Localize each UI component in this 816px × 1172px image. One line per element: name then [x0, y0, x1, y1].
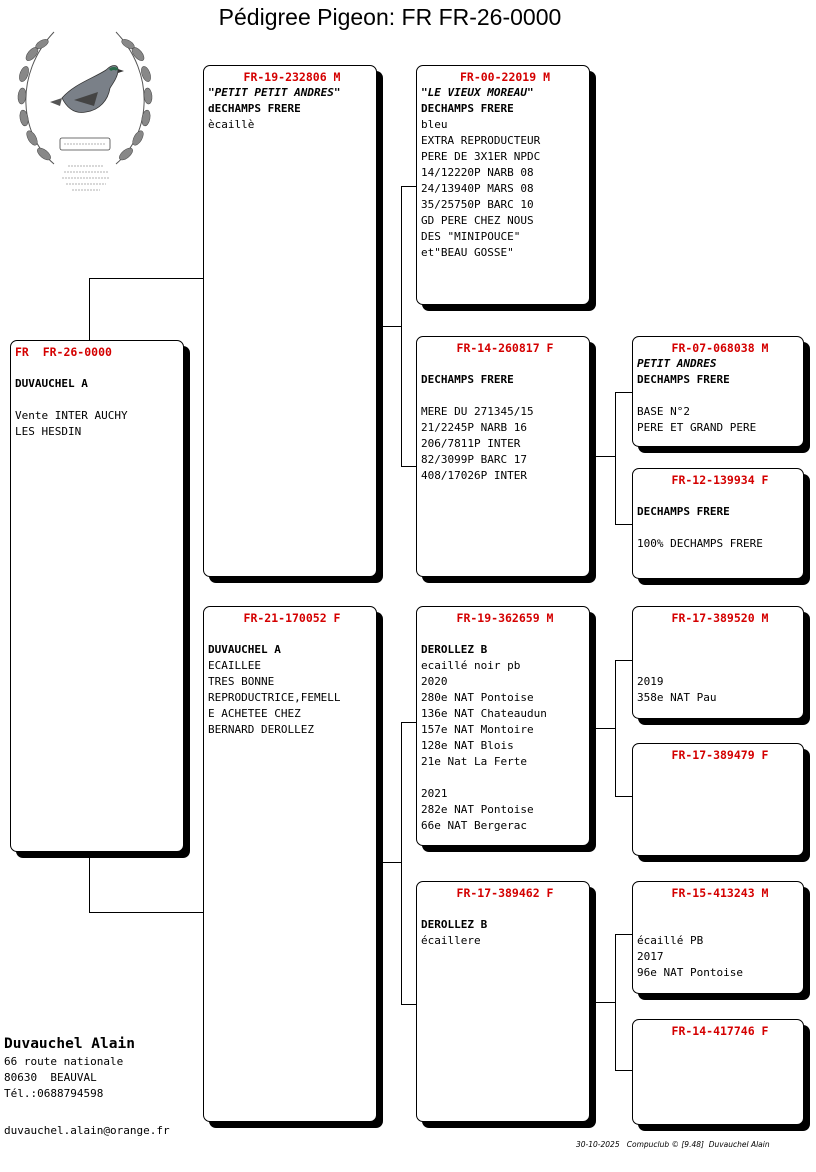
- connector-line: [615, 392, 633, 393]
- connector-line: [89, 852, 90, 912]
- connector-line: [89, 278, 204, 279]
- breeder-name: Duvauchel Alain: [4, 1036, 135, 1052]
- footer-credit: 30-10-2025 Compuclub © [9.48] Duvauchel Alain: [576, 1140, 770, 1149]
- note-line: 2020: [421, 675, 448, 688]
- note-line: 206/7811P INTER: [421, 437, 521, 450]
- breeder-info: [4, 1034, 204, 1102]
- connector-line: [401, 722, 417, 723]
- note-line: BASE N°2: [637, 405, 690, 418]
- note-line: 282e NAT Pontoise: [421, 803, 534, 816]
- breeder-phone: Tél.:0688794598: [4, 1087, 104, 1100]
- connector-line: [594, 728, 616, 729]
- ring-number: FR-17-389479 F: [671, 748, 769, 762]
- page-title: Pédigree Pigeon: FR FR-26-0000: [218, 4, 562, 30]
- ring-number: FR-17-389462 F: [456, 886, 554, 900]
- connector-line: [89, 278, 90, 340]
- note-line: 24/13940P MARS 08: [421, 182, 534, 195]
- pedigree-card-sire-sire: [416, 65, 590, 305]
- pedigree-card-dam-sire-dam: [632, 743, 804, 856]
- ring-number: FR-19-362659 M: [456, 611, 554, 625]
- note-line: écaillere: [421, 934, 481, 947]
- note-line: ECAILLEE: [208, 659, 261, 672]
- note-line: TRES BONNE: [208, 675, 275, 688]
- ring-number: FR-15-413243 M: [671, 886, 769, 900]
- ring-number: FR-14-260817 F: [456, 341, 554, 355]
- note-line: 408/17026P INTER: [421, 469, 527, 482]
- note-line: 66e NAT Bergerac: [421, 819, 527, 832]
- owner-name: DEROLLEZ B: [421, 643, 488, 656]
- note-line: 35/25750P BARC 10: [421, 198, 534, 211]
- owner-name: DECHAMPS FRERE: [637, 373, 730, 386]
- pedigree-card-dam-dam-sire: [632, 881, 804, 994]
- note-line: REPRODUCTRICE,FEMELL: [208, 691, 341, 704]
- owner-name: DUVAUCHEL A: [208, 643, 281, 656]
- pedigree-card-sire-dam: [416, 336, 590, 577]
- note-line: 2019: [637, 675, 664, 688]
- ring-number: FR-14-417746 F: [671, 1024, 769, 1038]
- note-line: 157e NAT Montoire: [421, 723, 534, 736]
- owner-name: DUVAUCHEL A: [15, 377, 88, 390]
- connector-line: [615, 660, 633, 661]
- pigeon-name: "LE VIEUX MOREAU": [421, 86, 534, 99]
- ring-number: FR-12-139934 F: [671, 473, 769, 487]
- ring-number: FR-21-170052 F: [243, 611, 341, 625]
- note-line: 2017: [637, 950, 664, 963]
- note-line: 96e NAT Pontoise: [637, 966, 743, 979]
- note-line: LES HESDIN: [15, 425, 82, 438]
- note-line: 100% DECHAMPS FRERE: [637, 537, 763, 550]
- connector-line: [380, 862, 402, 863]
- owner-name: DECHAMPS FRERE: [421, 373, 514, 386]
- note-line: Vente INTER AUCHY: [15, 409, 128, 422]
- pedigree-card-dam-dam-dam: [632, 1019, 804, 1125]
- pigeon-name: PETIT ANDRES: [637, 357, 717, 370]
- pedigree-card-sire-dam-dam: [632, 468, 804, 579]
- connector-line: [401, 186, 417, 187]
- breeder-email: duvauchel.alain@orange.fr: [4, 1124, 170, 1137]
- pigeon-wreath-logo: [14, 14, 156, 204]
- note-line: MERE DU 271345/15: [421, 405, 534, 418]
- connector-line: [380, 326, 402, 327]
- connector-line: [594, 456, 616, 457]
- note-line: 128e NAT Blois: [421, 739, 514, 752]
- note-line: BERNARD DEROLLEZ: [208, 723, 314, 736]
- note-line: et"BEAU GOSSE": [421, 246, 514, 259]
- note-line: EXTRA REPRODUCTEUR: [421, 134, 541, 147]
- connector-line: [401, 466, 417, 467]
- owner-name: DECHAMPS FRERE: [637, 505, 730, 518]
- note-line: 280e NAT Pontoise: [421, 691, 534, 704]
- pedigree-card-dam-sire-sire: [632, 606, 804, 719]
- connector-line: [615, 796, 633, 797]
- owner-name: DECHAMPS FRERE: [421, 102, 514, 115]
- owner-name: dECHAMPS FRERE: [208, 102, 301, 115]
- note-line: 136e NAT Chateaudun: [421, 707, 547, 720]
- note-line: écaillé PB: [637, 934, 704, 947]
- pigeon-name: "PETIT PETIT ANDRES": [208, 86, 341, 99]
- note-line: 2021: [421, 787, 448, 800]
- owner-name: DEROLLEZ B: [421, 918, 488, 931]
- note-line: 358e NAT Pau: [637, 691, 717, 704]
- connector-line: [615, 934, 633, 935]
- pedigree-card-dam-sire: [416, 606, 590, 846]
- note-line: 21e Nat La Ferte: [421, 755, 527, 768]
- pedigree-card-sire-dam-sire: [632, 336, 804, 447]
- pedigree-card-sire: [203, 65, 377, 577]
- note-line: ecaillé noir pb: [421, 659, 521, 672]
- note-line: ècaillè: [208, 118, 255, 131]
- note-line: PERE ET GRAND PERE: [637, 421, 757, 434]
- connector-line: [89, 912, 204, 913]
- breeder-address-1: 66 route nationale: [4, 1055, 124, 1068]
- breeder-address-2: 80630 BEAUVAL: [4, 1071, 97, 1084]
- pedigree-card-subject: [10, 340, 184, 852]
- pedigree-card-dam: [203, 606, 377, 1122]
- note-line: DES "MINIPOUCE": [421, 230, 521, 243]
- note-line: bleu: [421, 118, 448, 131]
- ring-number: FR FR-26-0000: [15, 345, 112, 359]
- note-line: 82/3099P BARC 17: [421, 453, 527, 466]
- note-line: 14/12220P NARB 08: [421, 166, 534, 179]
- note-line: PERE DE 3X1ER NPDC: [421, 150, 541, 163]
- ring-number: FR-19-232806 M: [243, 70, 341, 84]
- note-line: 21/2245P NARB 16: [421, 421, 527, 434]
- ring-number: FR-07-068038 M: [671, 341, 769, 355]
- note-line: E ACHETEE CHEZ: [208, 707, 301, 720]
- ring-number: FR-00-22019 M: [459, 70, 550, 84]
- ring-number: FR-17-389520 M: [671, 611, 769, 625]
- connector-line: [615, 1070, 633, 1071]
- connector-line: [615, 392, 616, 524]
- connector-line: [594, 1002, 616, 1003]
- pedigree-card-dam-dam: [416, 881, 590, 1122]
- note-line: GD PERE CHEZ NOUS: [421, 214, 534, 227]
- connector-line: [401, 722, 402, 1004]
- connector-line: [401, 1004, 417, 1005]
- connector-line: [615, 524, 633, 525]
